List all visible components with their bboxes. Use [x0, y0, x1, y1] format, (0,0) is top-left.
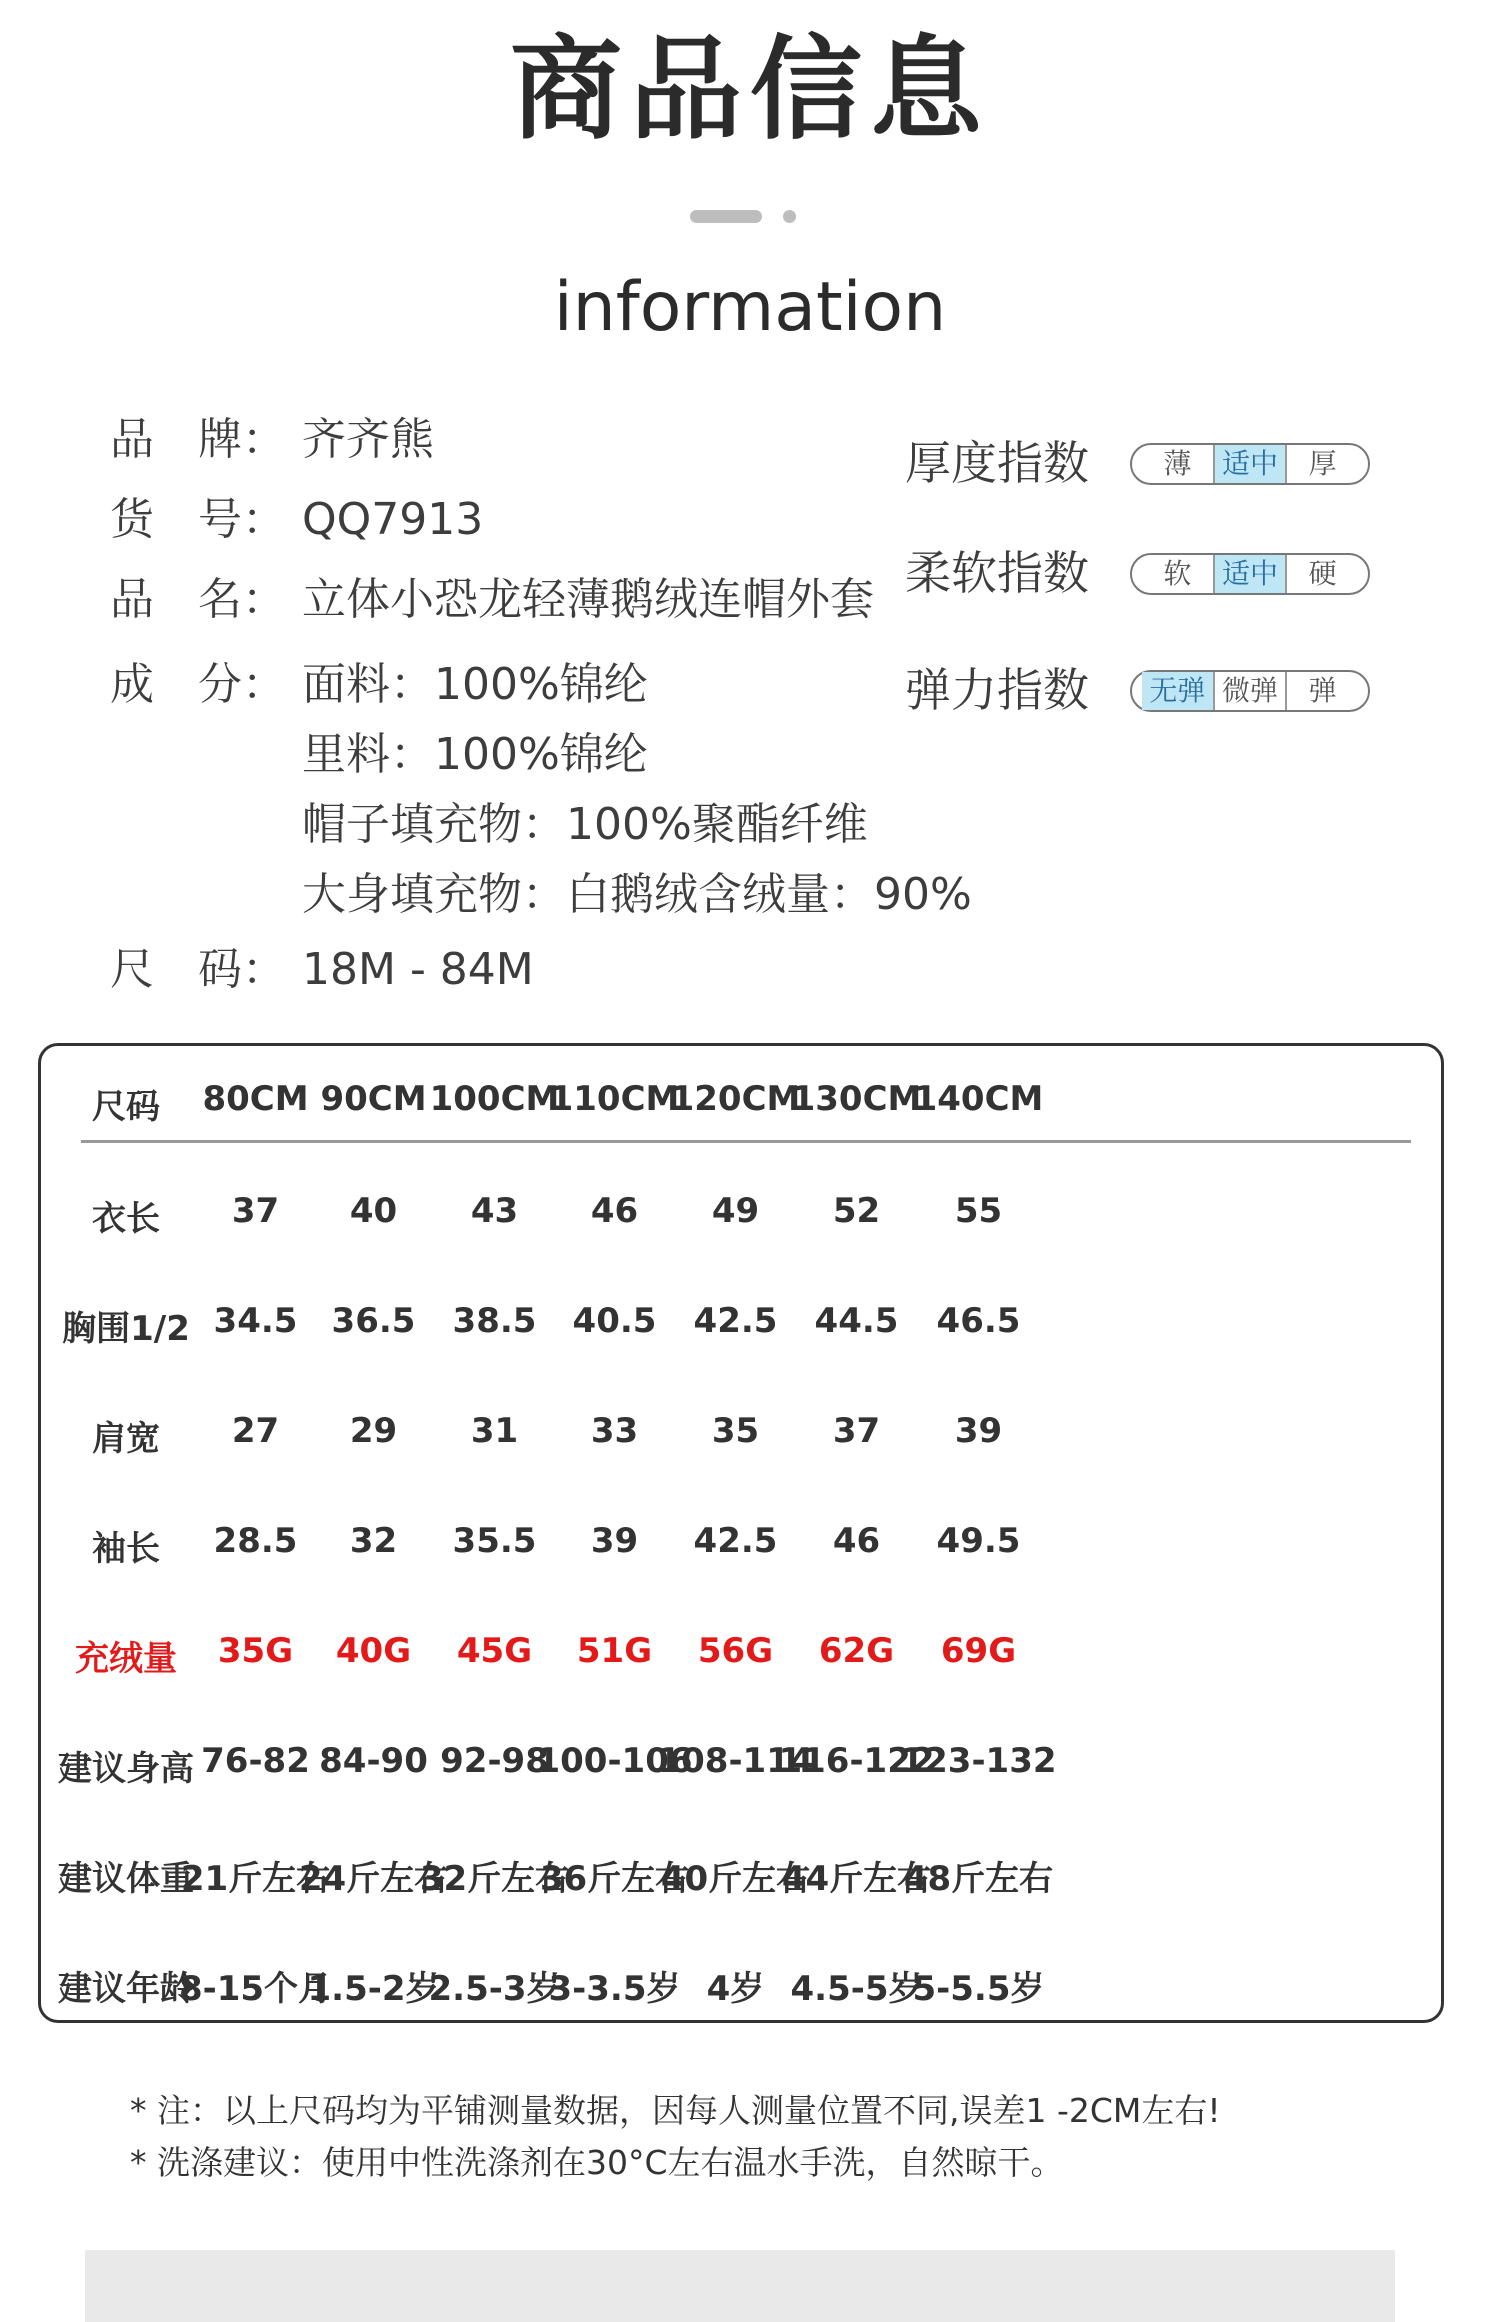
table-cell: 48斤左右 — [903, 1859, 1054, 1899]
table-header-size: 80CM — [202, 1079, 309, 1119]
brand-value: 齐齐熊 — [302, 414, 434, 465]
table-cell: 32斤左右 — [419, 1859, 570, 1899]
softness-option-hard: 硬 — [1285, 555, 1358, 593]
table-cell: 44.5 — [814, 1301, 899, 1341]
table-row-label: 建议体重 — [58, 1859, 194, 1899]
softness-option-soft: 软 — [1163, 557, 1192, 590]
table-cell: 46.5 — [936, 1301, 1021, 1341]
composition-outer: 面料：100%锦纶 — [302, 659, 648, 710]
table-cell: 24斤左右 — [298, 1859, 449, 1899]
table-row-label: 建议身高 — [58, 1749, 194, 1789]
thickness-option-thin: 薄 — [1163, 447, 1192, 480]
elasticity-option-slight: 微弹 — [1213, 672, 1286, 710]
divider-dots — [690, 210, 810, 224]
table-cell: 116-122 — [778, 1741, 935, 1781]
table-cell: 49.5 — [936, 1521, 1021, 1561]
size-label: 尺 码： — [110, 944, 286, 995]
table-cell: 8-15个月 — [178, 1969, 333, 2009]
table-cell: 43 — [470, 1191, 519, 1231]
composition-label: 成 分： — [110, 659, 286, 710]
table-header-size: 130CM — [791, 1079, 922, 1119]
footer-bar — [85, 2250, 1395, 2322]
header-divider — [81, 1140, 1411, 1143]
table-cell: 42.5 — [693, 1521, 778, 1561]
table-cell: 36斤左右 — [539, 1859, 690, 1899]
washing-note: * 洗涤建议：使用中性洗涤剂在30°C左右温水手洗，自然晾干。 — [130, 2143, 1064, 2182]
notes — [130, 2085, 1221, 2189]
table-cell: 46 — [590, 1191, 639, 1231]
name-label: 品 名： — [110, 574, 286, 625]
table-cell: 21斤左右 — [180, 1859, 331, 1899]
thickness-index-label: 厚度指数 — [905, 436, 1089, 490]
page-subtitle: information — [553, 268, 947, 347]
table-cell: 35G — [217, 1631, 294, 1671]
table-cell: 33 — [590, 1411, 639, 1451]
table-cell: 39 — [590, 1521, 639, 1561]
table-cell: 69G — [940, 1631, 1017, 1671]
table-cell: 40斤左右 — [660, 1859, 811, 1899]
table-cell: 51G — [576, 1631, 653, 1671]
table-cell: 40.5 — [572, 1301, 657, 1341]
table-cell: 3-3.5岁 — [548, 1969, 681, 2009]
brand-label: 品 牌： — [110, 414, 286, 465]
table-cell: 100-106 — [536, 1741, 693, 1781]
table-cell: 39 — [954, 1411, 1003, 1451]
table-cell: 35.5 — [452, 1521, 537, 1561]
table-cell: 37 — [231, 1191, 280, 1231]
table-row-label: 建议年龄 — [58, 1969, 194, 2009]
table-header-size: 140CM — [913, 1079, 1044, 1119]
table-cell: 29 — [349, 1411, 398, 1451]
elasticity-scale — [1130, 670, 1370, 712]
divider-dash — [690, 210, 762, 223]
table-cell: 31 — [470, 1411, 519, 1451]
softness-option-medium: 适中 — [1213, 555, 1286, 593]
table-row-label: 衣长 — [92, 1199, 160, 1239]
table-cell: 35 — [711, 1411, 760, 1451]
elasticity-option-none: 无弹 — [1142, 672, 1213, 710]
table-header-size: 120CM — [670, 1079, 801, 1119]
table-cell: 36.5 — [331, 1301, 416, 1341]
softness-index-label: 柔软指数 — [905, 546, 1089, 600]
table-cell: 5-5.5岁 — [912, 1969, 1045, 2009]
thickness-option-thick: 厚 — [1285, 445, 1358, 483]
elasticity-index-label: 弹力指数 — [905, 663, 1089, 717]
table-cell: 1.5-2岁 — [307, 1969, 440, 2009]
table-row-label: 肩宽 — [92, 1419, 160, 1459]
table-row-label: 胸围1/2 — [62, 1309, 190, 1349]
table-cell: 49 — [711, 1191, 760, 1231]
composition-body-fill: 大身填充物：白鹅绒含绒量：90% — [302, 869, 972, 920]
composition-hood-fill: 帽子填充物：100%聚酯纤维 — [302, 799, 868, 850]
sku-value: QQ7913 — [302, 494, 484, 545]
table-cell: 34.5 — [213, 1301, 298, 1341]
divider-dot — [783, 210, 796, 223]
table-cell: 2.5-3岁 — [428, 1969, 561, 2009]
table-cell: 37 — [832, 1411, 881, 1451]
sku-label: 货 号： — [110, 494, 286, 545]
size-chart-table — [38, 1043, 1444, 2023]
table-row-label: 充绒量 — [75, 1639, 177, 1679]
composition-lining: 里料：100%锦纶 — [302, 729, 648, 780]
table-cell: 123-132 — [900, 1741, 1057, 1781]
thickness-option-medium: 适中 — [1213, 445, 1286, 483]
table-cell: 4.5-5岁 — [790, 1969, 923, 2009]
table-cell: 4岁 — [706, 1969, 765, 2009]
page-title: 商品信息 — [510, 25, 990, 155]
table-cell: 52 — [832, 1191, 881, 1231]
table-cell: 32 — [349, 1521, 398, 1561]
table-cell: 40G — [335, 1631, 412, 1671]
elasticity-option-elastic: 弹 — [1285, 672, 1358, 710]
table-cell: 55 — [954, 1191, 1003, 1231]
table-cell: 84-90 — [319, 1741, 428, 1781]
size-value: 18M - 84M — [302, 944, 534, 995]
measurement-note: * 注：以上尺码均为平铺测量数据，因每人测量位置不同,误差1 -2CM左右! — [130, 2091, 1221, 2130]
table-cell: 108-114 — [657, 1741, 814, 1781]
table-cell: 28.5 — [213, 1521, 298, 1561]
table-cell: 38.5 — [452, 1301, 537, 1341]
table-header-size: 90CM — [320, 1079, 427, 1119]
table-cell: 46 — [832, 1521, 881, 1561]
table-cell: 56G — [697, 1631, 774, 1671]
table-cell: 92-98 — [440, 1741, 549, 1781]
table-cell: 62G — [818, 1631, 895, 1671]
table-cell: 45G — [456, 1631, 533, 1671]
table-header-label: 尺码 — [92, 1087, 160, 1127]
table-cell: 42.5 — [693, 1301, 778, 1341]
table-row-label: 袖长 — [92, 1529, 160, 1569]
thickness-scale — [1130, 443, 1370, 485]
table-header-size: 100CM — [429, 1079, 560, 1119]
softness-scale — [1130, 553, 1370, 595]
table-cell: 76-82 — [201, 1741, 310, 1781]
name-value: 立体小恐龙轻薄鹅绒连帽外套 — [302, 574, 874, 625]
table-header-size: 110CM — [549, 1079, 680, 1119]
table-cell: 40 — [349, 1191, 398, 1231]
table-cell: 27 — [231, 1411, 280, 1451]
table-cell: 44斤左右 — [781, 1859, 932, 1899]
